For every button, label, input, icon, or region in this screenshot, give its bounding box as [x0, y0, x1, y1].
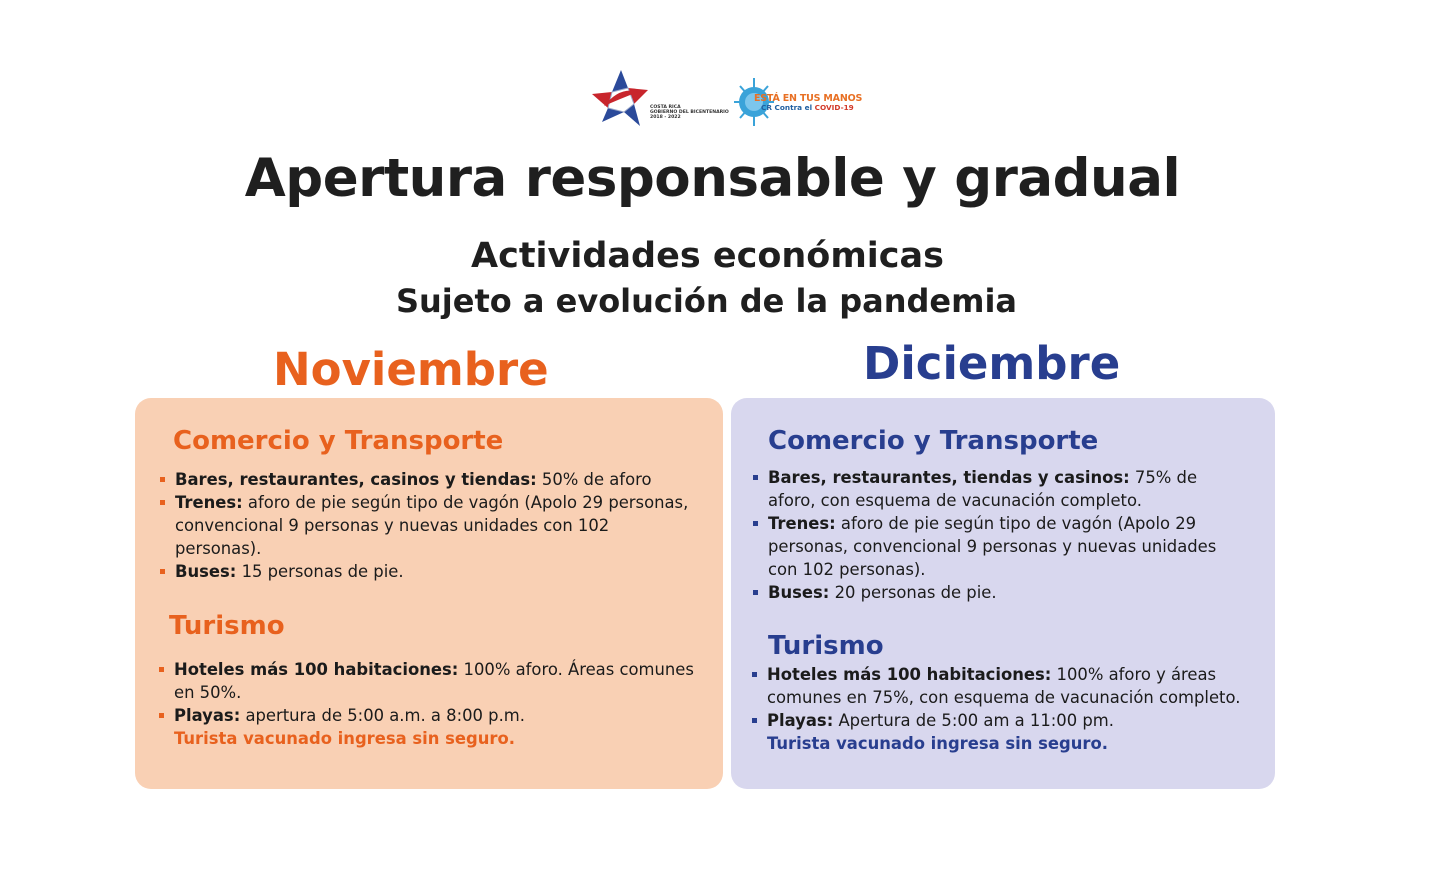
section-heading-turismo: Turismo	[768, 631, 884, 661]
list-turismo	[767, 663, 1263, 755]
star-emblem-icon	[590, 68, 652, 130]
list-item	[768, 512, 1248, 581]
campaign-tagline	[761, 103, 854, 112]
item-label: Hoteles más 100 habitaciones:	[174, 660, 459, 679]
item-label: Buses:	[175, 562, 237, 581]
campaign-middle: Contra el	[774, 103, 813, 112]
panel-diciembre	[731, 398, 1275, 789]
list-item	[175, 560, 695, 583]
page-title: Apertura responsable y gradual	[244, 148, 1181, 209]
subtitle-pandemic: Sujeto a evolución de la pandemia	[395, 282, 1018, 320]
month-heading-noviembre: Noviembre	[273, 343, 549, 396]
item-text: 20 personas de pie.	[829, 583, 997, 602]
item-text: 100% aforo. Áreas comunes en 50%.	[174, 660, 694, 702]
item-text: aforo de pie según tipo de vagón (Apolo 29 personas, convencional 9 personas y nuevas unidades con 102 personas).	[175, 493, 689, 558]
list-comercio	[175, 468, 695, 583]
section-heading-comercio: Comercio y Transporte	[173, 426, 504, 456]
item-text: 100% aforo y áreas comunes en 75%, con esquema de vacunación completo.	[767, 665, 1241, 707]
item-text: 50% de aforo	[536, 470, 652, 489]
item-text: apertura de 5:00 a.m. a 8:00 p.m.	[240, 706, 525, 725]
gov-line-country: COSTA RICA	[650, 105, 681, 110]
campaign-logo	[732, 74, 863, 130]
item-label: Playas:	[767, 711, 834, 730]
gov-line-years: 2018 - 2022	[650, 115, 681, 120]
item-text: Apertura de 5:00 am a 11:00 pm.	[833, 711, 1114, 730]
list-item	[175, 491, 695, 560]
list-item	[174, 704, 694, 750]
list-item	[767, 709, 1263, 755]
item-text: 75% de aforo, con esquema de vacunación completo.	[768, 468, 1198, 510]
list-item	[768, 466, 1248, 512]
list-item	[768, 581, 1248, 604]
section-heading-turismo: Turismo	[169, 611, 285, 641]
government-logo-text	[650, 105, 729, 120]
list-comercio	[768, 466, 1248, 604]
item-text: aforo de pie según tipo de vagón (Apolo 29 personas, convencional 9 personas y nuevas unidades con 102 personas).	[768, 514, 1217, 579]
item-text: 15 personas de pie.	[236, 562, 404, 581]
item-label: Buses:	[768, 583, 830, 602]
panel-noviembre	[135, 398, 723, 789]
list-turismo	[174, 658, 694, 750]
vaccinated-tourist-note: Turista vacunado ingresa sin seguro.	[174, 729, 516, 748]
campaign-slogan: ESTÁ EN TUS MANOS	[754, 93, 863, 104]
gov-line-name: GOBIERNO DEL BICENTENARIO	[650, 110, 729, 115]
vaccinated-tourist-note: Turista vacunado ingresa sin seguro.	[767, 734, 1109, 753]
item-label: Playas:	[174, 706, 241, 725]
campaign-prefix: CR	[761, 103, 772, 112]
item-label: Bares, restaurantes, tiendas y casinos:	[768, 468, 1130, 487]
item-label: Trenes:	[175, 493, 243, 512]
campaign-highlight: COVID-19	[814, 103, 854, 112]
item-label: Hoteles más 100 habitaciones:	[767, 665, 1052, 684]
item-label: Bares, restaurantes, casinos y tiendas:	[175, 470, 537, 489]
section-heading-comercio: Comercio y Transporte	[768, 426, 1099, 456]
item-label: Trenes:	[768, 514, 836, 533]
government-logo	[590, 68, 729, 130]
list-item	[767, 663, 1263, 709]
list-item	[175, 468, 695, 491]
month-heading-diciembre: Diciembre	[863, 337, 1121, 390]
subtitle-activities: Actividades económicas	[470, 236, 944, 276]
list-item	[174, 658, 694, 704]
